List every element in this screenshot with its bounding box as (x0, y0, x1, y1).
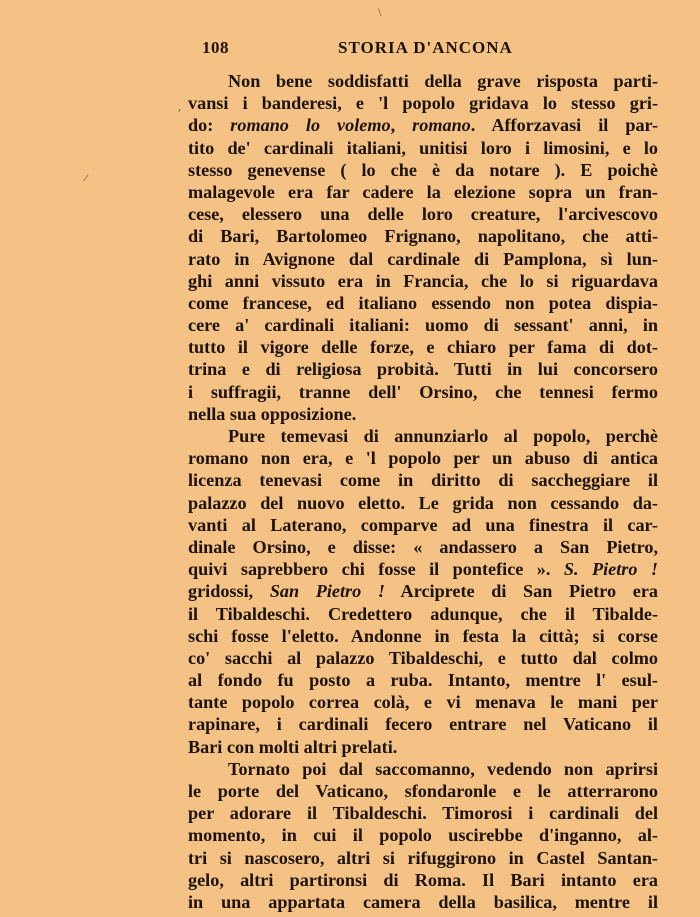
text-line (188, 802, 658, 824)
line-text: co' sacchi al palazzo Tibaldeschi, e tutto dal colmo (188, 647, 658, 668)
line-text: palazzo del nuovo eletto. Le grida non cessando da- (188, 492, 658, 513)
text-line (188, 847, 658, 869)
line-text: licenza tenevasi come in diritto di saccheggiare il (188, 470, 658, 491)
text-line (188, 137, 658, 159)
line-text: vansi i banderesi, e 'l popolo gridava lo stesso gri- (188, 93, 658, 114)
line-text: rapinare, i cardinali fecero entrare nel Vaticano il (188, 714, 658, 735)
line-text: . Afforzavasi il par- (470, 115, 659, 136)
text-line (188, 536, 658, 558)
line-text: gelo, altri partironsi di Roma. Il Bari intanto era (188, 869, 658, 890)
text-line (188, 824, 658, 846)
italic-text: romano (412, 115, 471, 136)
line-text: i suffragii, tranne dell' Orsino, che tennesi fermo (188, 381, 658, 402)
line-text: gridossi, (188, 581, 270, 602)
italic-text: romano lo volemo (230, 115, 391, 136)
text-line (188, 314, 658, 336)
line-text: per adorare il Tibaldeschi. Timorosi i cardinali del (188, 803, 658, 824)
text-line (188, 669, 658, 691)
line-text: Tornato poi dal saccomanno, vedendo non aprirsi (228, 758, 658, 779)
ink-speck: \ (378, 5, 382, 19)
text-line (188, 558, 658, 580)
line-text: nella sua opposizione. (188, 403, 357, 424)
text-line (188, 381, 658, 403)
text-line (188, 225, 658, 247)
text-line (188, 181, 658, 203)
text-line (188, 447, 658, 469)
page-header (190, 38, 658, 62)
ink-speck: / (81, 170, 90, 186)
line-text: il Tibaldeschi. Credettero adunque, che il Tibalde- (188, 603, 658, 624)
line-text: stesso genevense ( lo che è da notare ). E poichè (188, 159, 658, 180)
italic-text: S. Pietro ! (563, 559, 659, 580)
line-text: quivi saprebbero chi fosse il pontefice ». (188, 559, 564, 580)
text-line (188, 92, 658, 114)
text-line (188, 425, 658, 447)
line-text: schi fosse l'eletto. Andonne in festa la città; si corse (188, 625, 658, 646)
text-line (188, 70, 658, 92)
line-text: Pure temevasi di annunziarlo al popolo, perchè (228, 426, 658, 446)
line-text: di Bari, Bartolomeo Frignano, napolitano, che atti- (188, 226, 658, 247)
line-text: al fondo fu posto a ruba. Intanto, mentre l' esul- (188, 670, 658, 691)
text-line (188, 691, 658, 713)
line-text: malagevole era far cadere la elezione sopra un fran- (188, 181, 658, 202)
page-number: 108 (202, 38, 229, 57)
text-line (188, 203, 658, 225)
text-line (188, 248, 658, 270)
text-line (188, 647, 658, 669)
text-line (188, 403, 658, 425)
line-text: come francese, ed italiano essendo non potea dispia- (188, 292, 658, 313)
text-line (188, 736, 658, 758)
line-text: Arciprete di San Pietro era (384, 581, 658, 602)
line-text: momento, in cui il popolo uscirebbe d'inganno, al- (188, 825, 658, 846)
line-text: Bari con molti altri prelati. (188, 736, 398, 757)
line-text: le porte del Vaticano, sfondaronle e le atterrarono (188, 781, 658, 801)
text-line (188, 758, 658, 780)
text-line (188, 580, 658, 602)
italic-text: San Pietro ! (269, 581, 385, 602)
running-title: STORIA D'ANCONA (338, 38, 513, 57)
line-text: tito de' cardinali italiani, unitisi loro i limosini, e lo (188, 137, 658, 158)
text-line (188, 159, 658, 181)
text-line (188, 780, 658, 802)
line-text: , (390, 115, 413, 136)
text-line (188, 625, 658, 647)
line-text: romano non era, e 'l popolo per un abuso di antica (188, 448, 658, 469)
line-text: rato in Avignone dal cardinale di Pamplona, sì lun- (188, 248, 658, 269)
line-text: do: (188, 115, 231, 136)
text-line (188, 891, 658, 913)
line-text: cere a' cardinali italiani: uomo di sessant' anni, in (188, 315, 658, 336)
line-text: dinale Orsino, e disse: « andassero a San Pietro, (188, 536, 658, 557)
text-line (188, 514, 658, 536)
text-line (188, 869, 658, 891)
text-line (188, 270, 658, 292)
line-text: Non bene soddisfatti della grave risposta parti- (228, 71, 658, 91)
line-text: vanti al Laterano, comparve ad una finestra il car- (188, 514, 658, 535)
text-line (188, 336, 658, 358)
body-text (188, 70, 658, 913)
line-text: ghi anni vissuto era in Francia, che lo si riguardava (188, 270, 658, 291)
line-text: tri si nascosero, altri si rifuggirono in Castel Santan- (188, 847, 658, 868)
text-line (188, 603, 658, 625)
line-text: tutto il vigore delle forze, e chiaro per fama di dot- (188, 337, 658, 358)
ink-speck: , (178, 99, 181, 113)
text-line (188, 292, 658, 314)
text-line (188, 713, 658, 735)
line-text: tante popolo correa colà, e vi menava le mani per (188, 692, 658, 713)
text-line (188, 114, 658, 136)
text-line (188, 492, 658, 514)
text-line (188, 358, 658, 380)
line-text: cese, elessero una delle loro creature, l'arcivescovo (188, 204, 658, 225)
line-text: in una appartata camera della basilica, mentre il (188, 891, 658, 912)
text-line (188, 469, 658, 491)
line-text: trina e di religiosa probità. Tutti in lui concorsero (188, 359, 658, 380)
